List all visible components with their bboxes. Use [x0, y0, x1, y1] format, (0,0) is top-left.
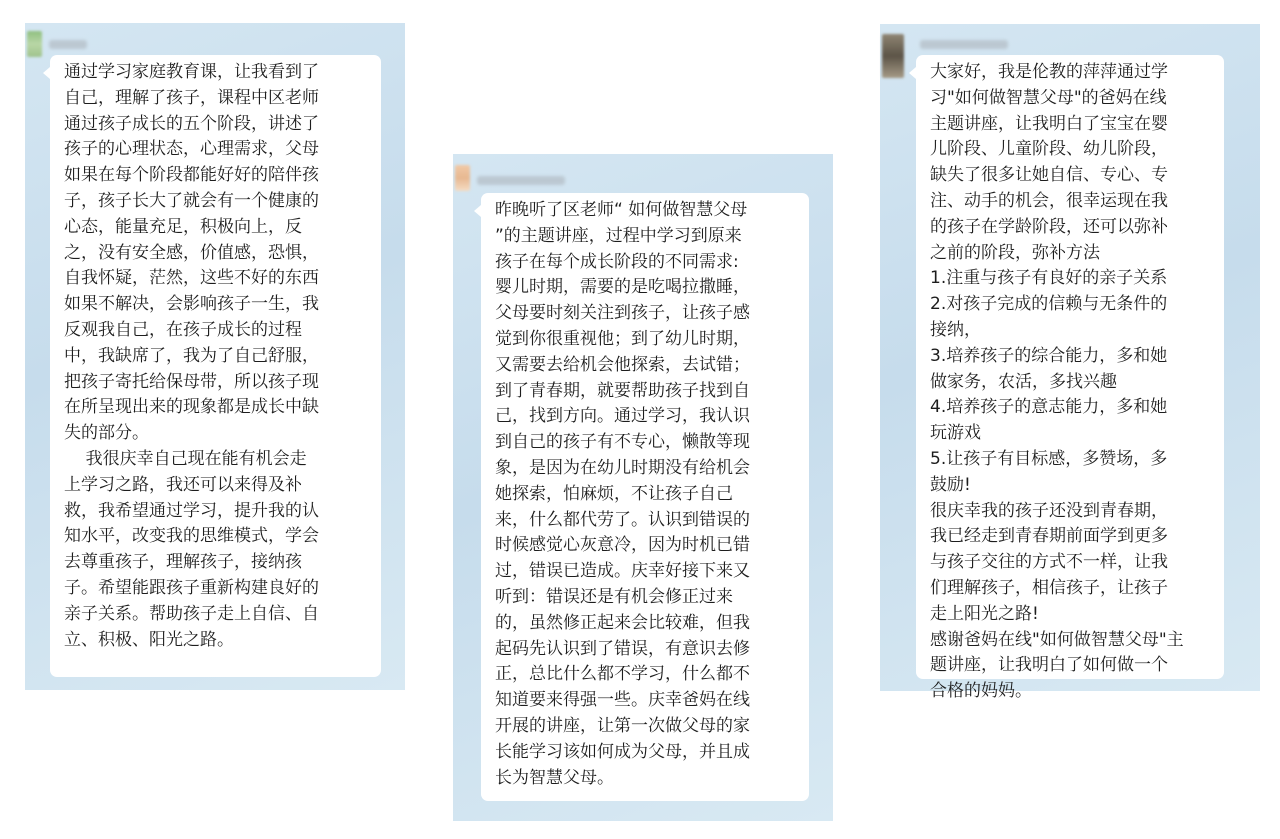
message-line: 救，我希望通过学习，提升我的认 [64, 500, 319, 521]
message-line: 象，是因为在幼儿时期没有给机会 [495, 457, 750, 478]
message-line: 合格的妈妈。 [930, 681, 1032, 702]
message-line: 主题讲座，让我明白了宝宝在婴 [930, 113, 1168, 134]
message-bubble[interactable] [916, 55, 1224, 702]
message-line: 做家务，农活，多找兴趣 [930, 371, 1117, 392]
blurred-sender-name [477, 176, 565, 185]
message-line: 在所呈现出来的现象都是成长中缺 [64, 397, 319, 418]
message-line: 孩子的心理状态，心理需求，父母 [64, 139, 319, 160]
blurred-sender-name [920, 40, 1008, 49]
message-line: 4.培养孩子的意志能力，多和她 [930, 397, 1168, 418]
message-line: 失的部分。 [64, 423, 149, 444]
message-line: 如果在每个阶段都能好好的陪伴孩 [64, 165, 319, 186]
message-line: 父母要时刻关注到孩子，让孩子感 [495, 303, 750, 324]
message-line: 开展的讲座，让第一次做父母的家 [495, 715, 750, 736]
message-line: 通过孩子成长的五个阶段，讲述了 [64, 113, 319, 134]
message-line: 们理解孩子，相信孩子，让孩子 [930, 577, 1168, 598]
message-line: 知水平，改变我的思维模式，学会 [64, 526, 319, 547]
message-line: 之前的阶段，弥补方法 [930, 242, 1100, 263]
sender-avatar[interactable] [27, 31, 42, 57]
message-line: 习"如何做智慧父母"的爸妈在线 [930, 87, 1167, 108]
message-line: 之，没有安全感，价值感，恐惧， [64, 242, 319, 263]
message-line: 心态，能量充足，积极向上，反 [64, 216, 302, 237]
message-line: 她探索，怕麻烦，不让孩子自己 [495, 483, 733, 504]
message-line: 走上阳光之路! [930, 603, 1039, 624]
message-line: 长能学习该如何成为父母，并且成 [495, 741, 750, 762]
message-line: 鼓励! [930, 474, 971, 495]
message-bubble[interactable] [481, 193, 809, 801]
message-line: 与孩子交往的方式不一样，让我 [930, 552, 1168, 573]
blurred-sender-name [49, 40, 87, 49]
message-line: 到了青春期，就要帮助孩子找到自 [495, 380, 750, 401]
message-line: 立、积极、阳光之路。 [64, 629, 234, 650]
message-line: 孩子在每个成长阶段的不同需求: [495, 251, 739, 272]
message-line: 正，总比什么都不学习，什么都不 [495, 664, 750, 685]
sender-avatar[interactable] [882, 34, 904, 78]
message-line: 很庆幸我的孩子还没到青春期， [930, 500, 1168, 521]
message-line: 题讲座，让我明白了如何做一个 [930, 655, 1168, 676]
message-line: 把孩子寄托给保母带，所以孩子现 [64, 371, 319, 392]
message-line: 听到：错误还是有机会修正过来 [495, 586, 733, 607]
message-line: 接纳， [930, 319, 981, 340]
message-line: 我已经走到青春期前面学到更多 [930, 526, 1168, 547]
message-line: 玩游戏 [930, 423, 981, 444]
message-line: 自己，理解了孩子，课程中区老师 [64, 87, 319, 108]
message-line: 1.注重与孩子有良好的亲子关系 [930, 268, 1168, 289]
message-line: 起码先认识到了错误，有意识去修 [495, 638, 750, 659]
message-line: 的，虽然修正起来会比较难，但我 [495, 612, 750, 633]
message-line: 我很庆幸自己现在能有机会走 [64, 448, 307, 469]
message-line: 自我怀疑，茫然，这些不好的东西 [64, 268, 319, 289]
message-line: 过，错误已造成。庆幸好接下来又 [495, 561, 750, 582]
message-line: ”的主题讲座，过程中学习到原来 [495, 225, 742, 246]
message-line: 来，什么都代劳了。认识到错误的 [495, 509, 750, 530]
message-line: 的孩子在学龄阶段，还可以弥补 [930, 216, 1168, 237]
message-line: 2.对孩子完成的信赖与无条件的 [930, 294, 1168, 315]
message-line: 又需要去给机会他探索，去试错； [495, 354, 750, 375]
message-line: 缺失了很多让她自信、专心、专 [930, 165, 1168, 186]
message-bubble[interactable] [50, 55, 381, 677]
message-line: 亲子关系。帮助孩子走上自信、自 [64, 603, 319, 624]
message-line: 知道要来得强一些。庆幸爸妈在线 [495, 690, 750, 711]
message-line: 昨晚听了区老师“ 如何做智慧父母 [495, 200, 748, 220]
message-line: 中，我缺席了，我为了自己舒服， [64, 345, 319, 366]
message-line: 注、动手的机会，很幸运现在我 [930, 190, 1168, 211]
sender-avatar[interactable] [455, 165, 470, 191]
chat-screenshot-3 [880, 24, 1260, 702]
message-line: 己，找到方向。通过学习，我认识 [495, 406, 750, 427]
message-line: 觉到你很重视他；到了幼儿时期， [495, 328, 750, 349]
message-line: 去尊重孩子，理解孩子，接纳孩 [64, 552, 302, 573]
message-line: 通过学习家庭教育课，让我看到了 [64, 62, 319, 82]
message-line: 感谢爸妈在线"如何做智慧父母"主 [930, 629, 1184, 650]
message-line: 到自己的孩子有不专心，懒散等现 [495, 432, 750, 453]
message-line: 子。希望能跟孩子重新构建良好的 [64, 577, 319, 598]
message-line: 5.让孩子有目标感，多赞场，多 [930, 448, 1168, 469]
message-line: 反观我自己，在孩子成长的过程 [64, 319, 302, 340]
message-line: 上学习之路，我还可以来得及补 [64, 474, 302, 495]
message-line: 如果不解决，会影响孩子一生，我 [64, 294, 319, 315]
chat-screenshot-2 [453, 154, 833, 821]
message-line: 时候感觉心灰意冷，因为时机已错 [495, 535, 750, 556]
chat-screenshot-1 [25, 23, 405, 690]
message-line: 子，孩子长大了就会有一个健康的 [64, 190, 319, 211]
message-line: 3.培养孩子的综合能力，多和她 [930, 345, 1168, 366]
message-line: 婴儿时期，需要的是吃喝拉撒睡， [495, 277, 750, 298]
message-line: 长为智慧父母。 [495, 767, 614, 788]
message-line: 儿阶段、儿童阶段、幼儿阶段， [930, 139, 1168, 160]
message-line: 大家好，我是伦教的萍萍通过学 [930, 62, 1168, 82]
